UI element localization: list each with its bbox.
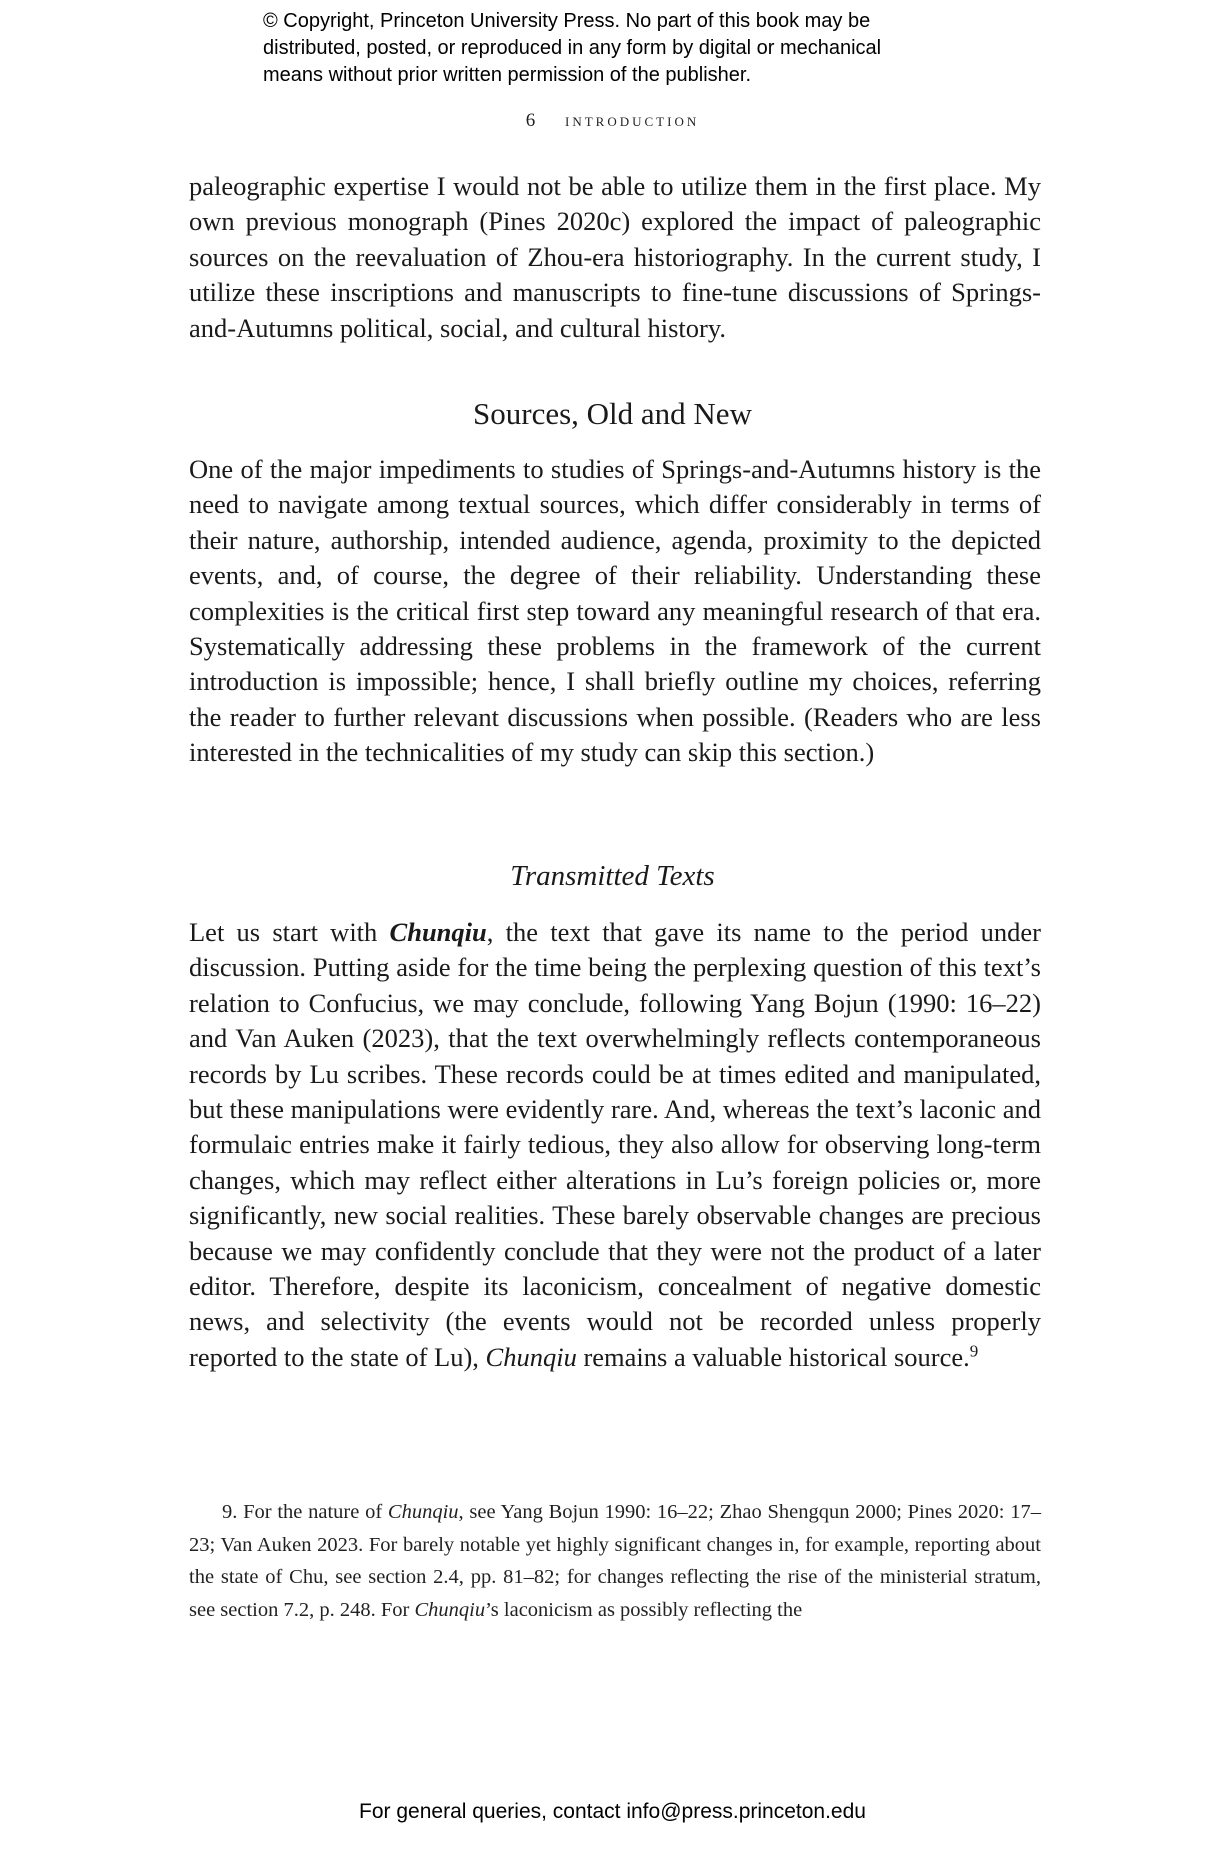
copyright-line-3: means without prior written permission of the publisher. xyxy=(263,64,752,86)
book-title-chunqiu: Chunqiu xyxy=(389,917,487,947)
paragraph-2: One of the major impediments to studies of Springs-and-Autumns history is the need to navigate among textual sources, which differ considerably in terms of their nature, authorship, intended audience, agenda, proximity to the depicted events, and, of course, the degree of their reliability. Understanding these complexities is the critical first step toward any meaningful research of that era. Systematically addressing these problems in the framework of the current introduction is impossible; hence, I shall briefly outline my choices, referring the reader to further relevant discussions when possible. (Readers who are less interested in the technicalities of my study can skip this section.) xyxy=(189,454,1041,768)
footnote-9 xyxy=(189,1496,1041,1626)
paragraph-3 xyxy=(189,915,1041,1375)
paragraph-3-text-a: Let us start with xyxy=(189,917,390,947)
paragraph-3-text-b: , the text that gave its name to the period under discussion. Putting aside for the time being the perplexing question of this text’s relation to Confucius, we may conclude, following Yang Bojun (1990: 16–22) and Van Auken (2023), that the text overwhelmingly reflects contemporaneous records by Lu scribes. These records could be at times edited and manipulated, but these manipulations were evidently rare. And, whereas the text’s laconic and formulaic entries make it fairly tedious, they also allow for observing long-term changes, which may reflect either alterations in Lu’s foreign policies or, more significantly, new social realities. These barely observable changes are precious because we may confidently conclude that they were not the product of a later editor. Therefore, despite its laconicism, concealment of negative domestic news, and selectivity (the events would not be recorded unless properly reported to the state of Lu), xyxy=(189,917,1041,1372)
footnote-title-chunqiu-2: Chunqiu xyxy=(414,1598,486,1621)
section-heading: Sources, Old and New xyxy=(473,396,752,431)
page-number: 6 xyxy=(525,110,536,131)
running-head xyxy=(0,110,1225,132)
running-head-title: introduction xyxy=(565,110,700,131)
paragraph-1: paleographic expertise I would not be able to utilize them in the first place. My own previous monograph (Pines 2020c) explored the impact of paleographic sources on the reevaluation of Zhou-era historiography. In the current study, I utilize these inscriptions and manuscripts to fine-tune discussions of Springs-and-Autumns political, social, and cultural history. xyxy=(189,171,1041,343)
copyright-line-1: © Copyright, Princeton University Press. No part of this book may be xyxy=(263,10,871,32)
footnote-title-chunqiu: Chunqiu xyxy=(387,1501,459,1523)
paragraph-3-text-c: remains a valuable historical source. xyxy=(576,1341,970,1372)
subsection-heading: Transmitted Texts xyxy=(510,860,715,892)
footnote-text-b: , see Yang Bojun 1990: 16–22; Zhao Shengqun 2000; Pines 2020: 17–23; Van Auken 2023. For barely notable yet highly significant changes in, for example, reporting about the state of Chu, see section 2.4, pp. 81–82; for changes reflecting the rise of the ministerial stratum, see section 7.2, p. 248. For xyxy=(189,1501,1041,1621)
footnote-text-a: 9. For the nature of xyxy=(222,1501,388,1523)
copyright-notice xyxy=(263,8,983,89)
footnote-text-c: ’s laconicism as possibly reflecting the xyxy=(485,1598,803,1621)
footer-contact: For general queries, contact info@press.princeton.edu xyxy=(359,1800,866,1823)
copyright-line-2: distributed, posted, or reproduced in any form by digital or mechanical xyxy=(263,37,882,59)
footnote-reference[interactable]: 9 xyxy=(969,1341,979,1361)
book-title-chunqiu-2: Chunqiu xyxy=(485,1341,577,1372)
